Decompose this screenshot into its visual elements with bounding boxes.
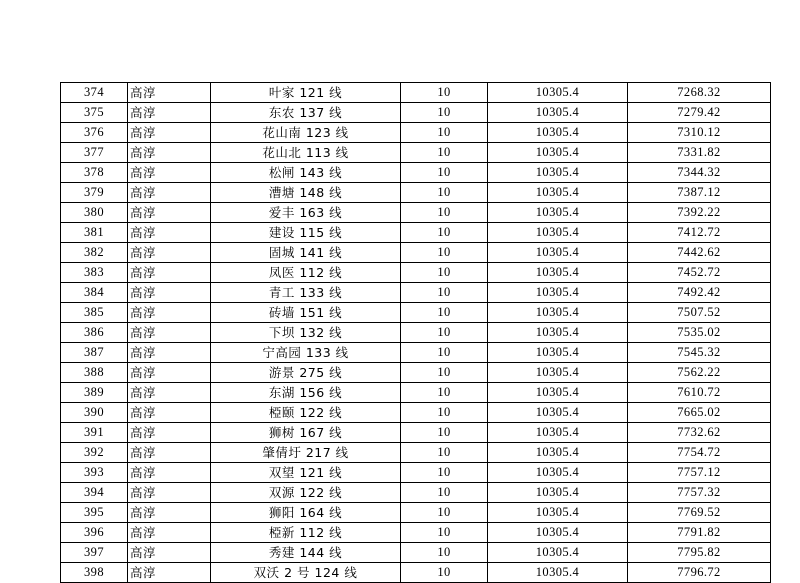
table-row [61,343,771,363]
cell-no: 395 [61,503,128,523]
cell-no: 398 [61,563,128,583]
cell-area: 高淳 [128,303,211,323]
cell-area: 高淳 [128,183,211,203]
cell-value1: 10305.4 [488,123,628,143]
cell-value1: 10305.4 [488,483,628,503]
cell-quantity: 10 [401,143,488,163]
table-row [61,503,771,523]
cell-area: 高淳 [128,103,211,123]
cell-value1: 10305.4 [488,563,628,583]
cell-no: 375 [61,103,128,123]
cell-quantity: 10 [401,183,488,203]
cell-quantity: 10 [401,263,488,283]
cell-quantity: 10 [401,463,488,483]
cell-area: 高淳 [128,403,211,423]
cell-value1: 10305.4 [488,323,628,343]
cell-quantity: 10 [401,363,488,383]
data-table [60,82,771,583]
cell-name: 双望 121 线 [211,463,401,483]
table-row [61,443,771,463]
cell-value1: 10305.4 [488,303,628,323]
cell-value2: 7492.42 [628,283,771,303]
table-row [61,223,771,243]
cell-value2: 7791.82 [628,523,771,543]
cell-area: 高淳 [128,383,211,403]
table-row [61,203,771,223]
cell-area: 高淳 [128,443,211,463]
cell-area: 高淳 [128,123,211,143]
cell-value2: 7331.82 [628,143,771,163]
table-row [61,103,771,123]
cell-area: 高淳 [128,363,211,383]
cell-value1: 10305.4 [488,83,628,103]
cell-no: 376 [61,123,128,143]
cell-value2: 7796.72 [628,563,771,583]
cell-name: 秀建 144 线 [211,543,401,563]
cell-value1: 10305.4 [488,383,628,403]
cell-value1: 10305.4 [488,443,628,463]
cell-value1: 10305.4 [488,223,628,243]
cell-name: 凤医 112 线 [211,263,401,283]
cell-value1: 10305.4 [488,163,628,183]
cell-area: 高淳 [128,203,211,223]
cell-value2: 7732.62 [628,423,771,443]
cell-value1: 10305.4 [488,363,628,383]
cell-no: 378 [61,163,128,183]
cell-quantity: 10 [401,423,488,443]
cell-no: 380 [61,203,128,223]
cell-no: 385 [61,303,128,323]
cell-quantity: 10 [401,83,488,103]
cell-name: 爱丰 163 线 [211,203,401,223]
cell-value2: 7268.32 [628,83,771,103]
cell-area: 高淳 [128,263,211,283]
cell-name: 双沃 2 号 124 线 [211,563,401,583]
cell-area: 高淳 [128,243,211,263]
cell-name: 东湖 156 线 [211,383,401,403]
data-table-container [60,82,740,583]
cell-value2: 7769.52 [628,503,771,523]
cell-value1: 10305.4 [488,523,628,543]
cell-value2: 7665.02 [628,403,771,423]
cell-no: 394 [61,483,128,503]
cell-area: 高淳 [128,523,211,543]
cell-value2: 7387.12 [628,183,771,203]
table-row [61,323,771,343]
cell-quantity: 10 [401,483,488,503]
table-row [61,303,771,323]
table-row [61,83,771,103]
table-row [61,123,771,143]
cell-area: 高淳 [128,223,211,243]
table-row [61,483,771,503]
cell-value2: 7545.32 [628,343,771,363]
table-row [61,383,771,403]
cell-value2: 7754.72 [628,443,771,463]
cell-quantity: 10 [401,103,488,123]
cell-name: 建设 115 线 [211,223,401,243]
cell-value2: 7562.22 [628,363,771,383]
cell-value1: 10305.4 [488,243,628,263]
table-row [61,563,771,583]
cell-no: 387 [61,343,128,363]
cell-value2: 7507.52 [628,303,771,323]
table-row [61,363,771,383]
table-row [61,523,771,543]
cell-value2: 7757.32 [628,483,771,503]
cell-quantity: 10 [401,123,488,143]
cell-quantity: 10 [401,303,488,323]
cell-name: 固城 141 线 [211,243,401,263]
cell-no: 383 [61,263,128,283]
cell-area: 高淳 [128,343,211,363]
cell-quantity: 10 [401,343,488,363]
cell-quantity: 10 [401,223,488,243]
cell-value2: 7610.72 [628,383,771,403]
cell-quantity: 10 [401,243,488,263]
cell-name: 狮阳 164 线 [211,503,401,523]
cell-area: 高淳 [128,543,211,563]
table-body [61,83,771,583]
cell-quantity: 10 [401,563,488,583]
cell-value2: 7344.32 [628,163,771,183]
cell-quantity: 10 [401,163,488,183]
cell-value1: 10305.4 [488,423,628,443]
cell-value1: 10305.4 [488,543,628,563]
table-row [61,403,771,423]
cell-name: 双源 122 线 [211,483,401,503]
cell-quantity: 10 [401,523,488,543]
cell-area: 高淳 [128,423,211,443]
cell-value1: 10305.4 [488,203,628,223]
cell-name: 椏颐 122 线 [211,403,401,423]
table-row [61,163,771,183]
cell-value2: 7392.22 [628,203,771,223]
cell-value2: 7795.82 [628,543,771,563]
cell-name: 东农 137 线 [211,103,401,123]
cell-no: 382 [61,243,128,263]
cell-area: 高淳 [128,283,211,303]
cell-value1: 10305.4 [488,463,628,483]
cell-no: 392 [61,443,128,463]
cell-area: 高淳 [128,503,211,523]
cell-name: 花山南 123 线 [211,123,401,143]
cell-value1: 10305.4 [488,143,628,163]
cell-value2: 7442.62 [628,243,771,263]
cell-value1: 10305.4 [488,503,628,523]
cell-quantity: 10 [401,503,488,523]
cell-no: 389 [61,383,128,403]
cell-quantity: 10 [401,203,488,223]
table-row [61,283,771,303]
table-row [61,263,771,283]
cell-value1: 10305.4 [488,283,628,303]
cell-value2: 7310.12 [628,123,771,143]
cell-no: 396 [61,523,128,543]
cell-quantity: 10 [401,403,488,423]
cell-no: 381 [61,223,128,243]
cell-area: 高淳 [128,163,211,183]
cell-value1: 10305.4 [488,183,628,203]
cell-quantity: 10 [401,443,488,463]
cell-name: 狮树 167 线 [211,423,401,443]
cell-value1: 10305.4 [488,343,628,363]
cell-name: 下坝 132 线 [211,323,401,343]
cell-name: 椏新 112 线 [211,523,401,543]
table-row [61,543,771,563]
cell-area: 高淳 [128,563,211,583]
table-row [61,423,771,443]
cell-name: 花山北 113 线 [211,143,401,163]
cell-no: 391 [61,423,128,443]
cell-area: 高淳 [128,83,211,103]
cell-name: 松闸 143 线 [211,163,401,183]
cell-value2: 7412.72 [628,223,771,243]
cell-area: 高淳 [128,463,211,483]
cell-no: 379 [61,183,128,203]
cell-no: 397 [61,543,128,563]
cell-no: 384 [61,283,128,303]
cell-no: 377 [61,143,128,163]
cell-area: 高淳 [128,483,211,503]
table-row [61,243,771,263]
cell-quantity: 10 [401,383,488,403]
cell-area: 高淳 [128,323,211,343]
cell-no: 374 [61,83,128,103]
cell-name: 宁高园 133 线 [211,343,401,363]
cell-quantity: 10 [401,323,488,343]
cell-value2: 7757.12 [628,463,771,483]
cell-value2: 7535.02 [628,323,771,343]
cell-no: 393 [61,463,128,483]
cell-no: 386 [61,323,128,343]
cell-no: 390 [61,403,128,423]
table-row [61,463,771,483]
cell-area: 高淳 [128,143,211,163]
cell-name: 砖墙 151 线 [211,303,401,323]
cell-no: 388 [61,363,128,383]
cell-value2: 7279.42 [628,103,771,123]
cell-name: 肇倩圩 217 线 [211,443,401,463]
cell-value1: 10305.4 [488,403,628,423]
cell-value1: 10305.4 [488,103,628,123]
cell-name: 漕塘 148 线 [211,183,401,203]
cell-quantity: 10 [401,543,488,563]
cell-name: 游景 275 线 [211,363,401,383]
cell-value1: 10305.4 [488,263,628,283]
table-row [61,143,771,163]
cell-value2: 7452.72 [628,263,771,283]
cell-quantity: 10 [401,283,488,303]
cell-name: 叶家 121 线 [211,83,401,103]
cell-name: 青工 133 线 [211,283,401,303]
table-row [61,183,771,203]
